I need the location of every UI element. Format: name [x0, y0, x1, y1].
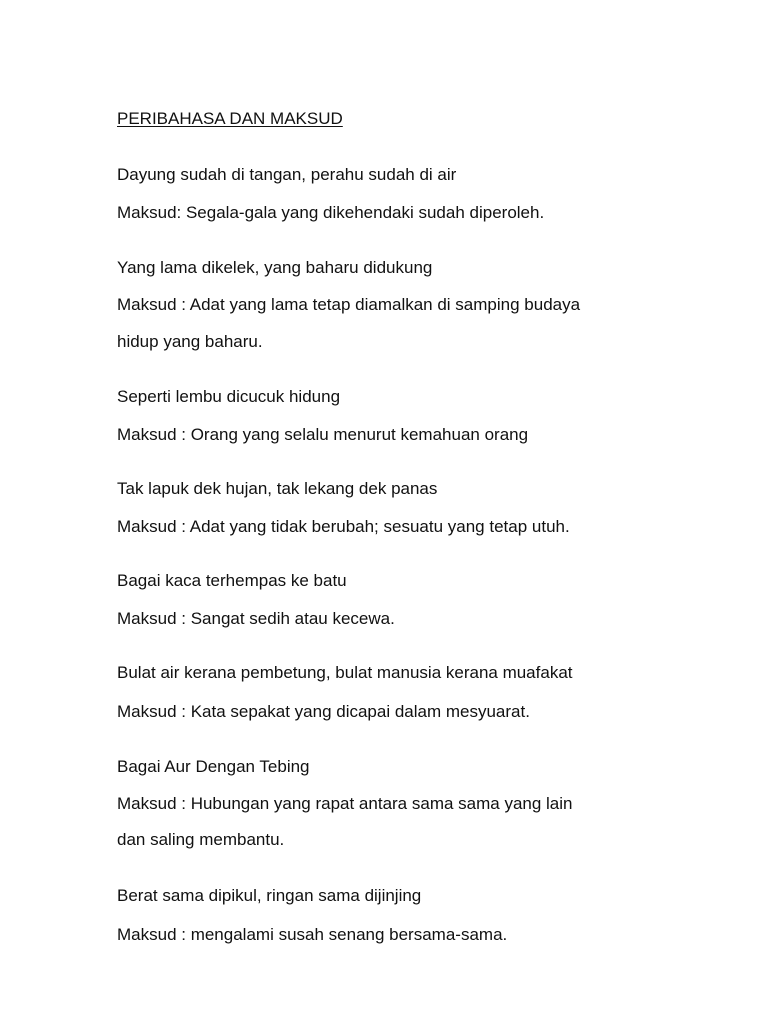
maksud-7-line-2: dan saling membantu. [117, 830, 285, 849]
maksud-8: Maksud : mengalami susah senang bersama-sama. [117, 925, 508, 944]
peribahasa-5: Bagai kaca terhempas ke batu [117, 571, 347, 590]
maksud-5: Maksud : Sangat sedih atau kecewa. [117, 609, 395, 628]
peribahasa-8: Berat sama dipikul, ringan sama dijinjing [117, 886, 422, 905]
maksud-6: Maksud : Kata sepakat yang dicapai dalam mesyuarat. [117, 702, 530, 721]
maksud-4: Maksud : Adat yang tidak berubah; sesuatu yang tetap utuh. [117, 517, 570, 536]
peribahasa-7: Bagai Aur Dengan Tebing [117, 757, 310, 776]
peribahasa-6: Bulat air kerana pembetung, bulat manusia kerana muafakat [117, 663, 573, 682]
peribahasa-3: Seperti lembu dicucuk hidung [117, 387, 341, 406]
peribahasa-2: Yang lama dikelek, yang baharu didukung [117, 258, 433, 277]
maksud-2-line-2: hidup yang baharu. [117, 332, 263, 351]
peribahasa-4: Tak lapuk dek hujan, tak lekang dek panas [117, 479, 438, 498]
page-title: PERIBAHASA DAN MAKSUD [117, 109, 343, 128]
maksud-2-line-1: Maksud : Adat yang lama tetap diamalkan di samping budaya [117, 295, 581, 314]
peribahasa-1: Dayung sudah di tangan, perahu sudah di air [117, 165, 457, 184]
maksud-1: Maksud: Segala-gala yang dikehendaki sudah diperoleh. [117, 203, 545, 222]
maksud-7-line-1: Maksud : Hubungan yang rapat antara sama sama yang lain [117, 794, 573, 813]
maksud-3: Maksud : Orang yang selalu menurut kemahuan orang [117, 425, 529, 444]
